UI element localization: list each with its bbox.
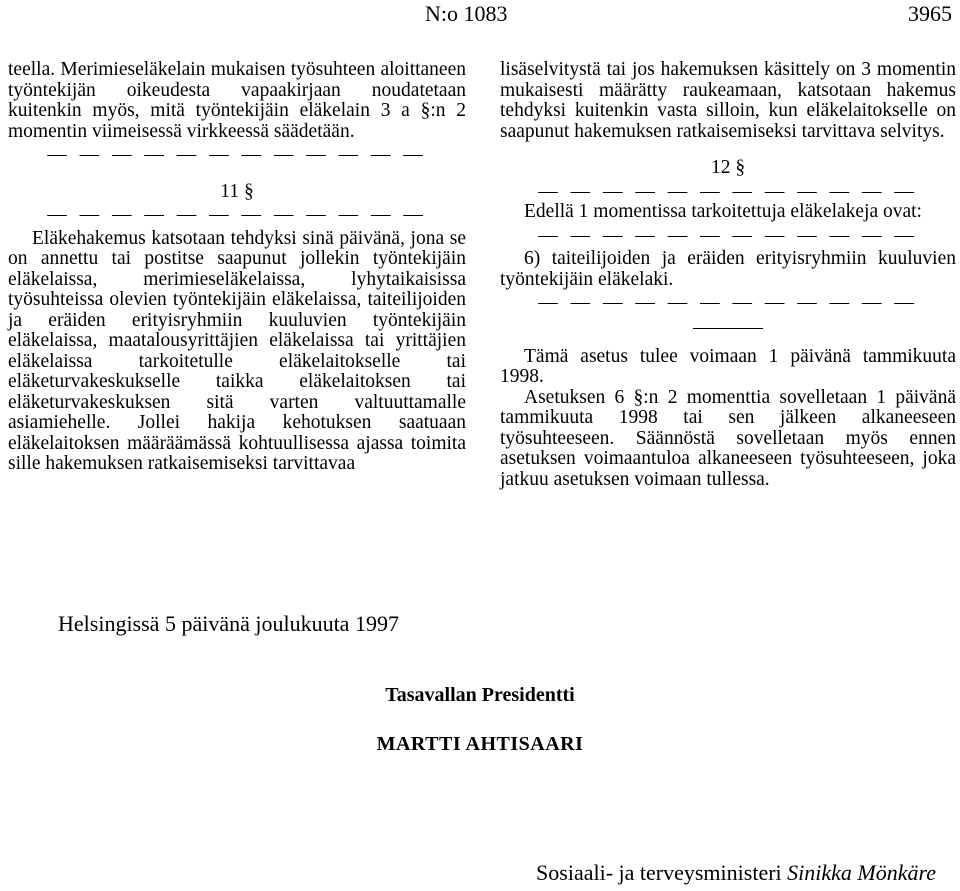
section-heading-11: 11 § — [220, 180, 254, 202]
paragraph-transitional: Asetuksen 6 §:n 2 momenttia sovelletaan 1 päivänä tammikuuta 1998 tai sen jälkeen alkaneeseen työsuhteeseen. Säännöstä sovelletaan myös ennen asetuksen voimaantuloa alkaneeseen työsuhteeseen, joka jatkuu asetuksen voimaan tullessa. — [500, 386, 956, 490]
paragraph-list-item: 6) taiteilijoiden ja eräiden erityisryhmiin kuuluvien työntekijäin eläkelaki. — [500, 248, 956, 290]
section-heading-12: 12 § — [710, 157, 746, 178]
president-title: Tasavallan Presidentti — [385, 684, 575, 706]
minister-title: Sosiaali- ja terveysministeri — [536, 860, 782, 885]
statute-number: N:o 1083 — [425, 1, 508, 26]
omission-dashes: — — — — — — — — — — — — — [47, 205, 427, 225]
paragraph-continuation: lisäselvitystä tai jos hakemuksen käsittely on 3 momentin mukaisesti määrätty raukeamaan, katsotaan hakemus tehdyksi kuitenkin vasta silloin, kun eläkelaitokselle on saapunut hakemuksen ratkaisemiseksi tarvittava selvitys. — [500, 59, 956, 142]
left-column — [8, 60, 466, 475]
minister-name: Sinikka Mönkäre — [787, 860, 936, 885]
paragraph-continuation: teella. Merimieseläkelain mukaisen työsuhteen aloittaneen työntekijän oikeudesta vapaakirjaan noudatetaan kuitenkin myös, mitä työntekijäin eläkelain 3 a §:n 2 momentin viimeisessä virkkeessä säädetään. — [8, 59, 466, 142]
president-name: MARTTI AHTISAARI — [376, 733, 584, 755]
paragraph-entry-into-force: Tämä asetus tulee voimaan 1 päivänä tammikuuta 1998. — [500, 345, 956, 387]
omission-dashes: — — — — — — — — — — — — — [538, 181, 918, 202]
page-number: 3965 — [908, 1, 952, 26]
minister-signature — [536, 860, 936, 886]
paragraph-section-12: Edellä 1 momentissa tarkoitettuja eläkelakeja ovat: — [524, 201, 922, 222]
omission-dashes: — — — — — — — — — — — — — [538, 225, 918, 246]
separator-line — [693, 328, 763, 329]
paragraph-section-11: Eläkehakemus katsotaan tehdyksi sinä päivänä, jona se on annettu tai postitse saapunut jollekin työntekijäin eläkelaissa, merimieseläkelaissa, lyhytaikaisissa työsuhteissa olevien työntekijäin eläkelaissa, taiteilijoiden ja eräiden erityisryhmiin kuuluvien työntekijäin eläkelaissa, maatalousyrittäjien eläkelaissa tai yrittäjien eläkelaissa tarkoitetulle eläkelaitokselle tai eläketurvakeskukselle taikka eläkelaitoksen tai eläketurvakeskuksen sitä varten valtuuttamalle asiamiehelle. Jollei hakija kehotuksen saatuaan eläkelaitoksen määräämässä kohtuullisessa ajassa toimita sille hakemuksen ratkaisemiseksi tarvittavaa — [8, 227, 466, 474]
date-line: Helsingissä 5 päivänä joulukuuta 1997 — [58, 611, 399, 636]
omission-dashes: — — — — — — — — — — — — — [538, 293, 918, 313]
right-column — [500, 60, 956, 490]
omission-dashes: — — — — — — — — — — — — — [47, 145, 427, 165]
